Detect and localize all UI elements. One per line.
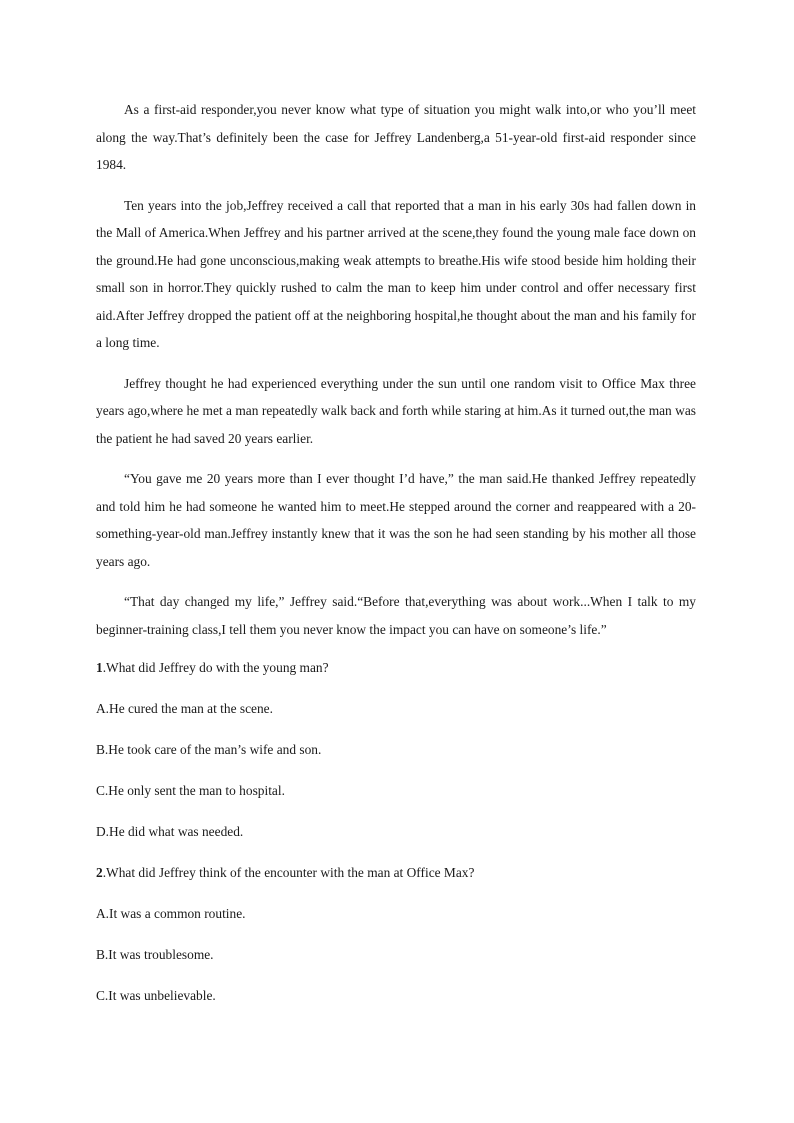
question-text: .What did Jeffrey think of the encounter with the man at Office Max? xyxy=(102,865,475,880)
question-number: 2 xyxy=(96,865,103,880)
answer-option-b: B.It was troublesome. xyxy=(96,947,214,962)
passage-paragraph-2: Ten years into the job,Jeffrey received a call that reported that a man in his early 30s had fallen down in the Mall of America.When Jeffrey and his partner arrived at the scene,they found the young male face down on the ground.He had gone unconscious,making weak attempts to breathe.His wife stood beside him holding their small son in horror.They quickly rushed to calm the man to keep him under control and offer necessary first aid.After Jeffrey dropped the patient off at the neighboring hospital,he thought about the man and his family for a long time. xyxy=(96,197,696,350)
passage-paragraph-1: As a first-aid responder,you never know what type of situation you might walk into,or who you’ll meet along the way.That’s definitely been the case for Jeffrey Landenberg,a 51-year-old first-aid responder since 1984. xyxy=(96,102,696,172)
answer-option-a: A.It was a common routine. xyxy=(96,906,246,921)
answer-option-c: C.It was unbelievable. xyxy=(96,988,216,1003)
passage-paragraph-4: “You gave me 20 years more than I ever thought I’d have,” the man said.He thanked Jeffrey repeatedly and told him he had someone he wanted him to meet.He stepped around the corner and reappeared with a 20-something-year-old man.Jeffrey instantly knew that it was the son he had seen standing by his mother all those years ago. xyxy=(96,471,696,569)
question-block-1 xyxy=(96,656,696,844)
question-block-2 xyxy=(96,861,696,1008)
question-stem xyxy=(96,861,696,885)
answer-option-a: A.He cured the man at the scene. xyxy=(96,701,273,716)
answer-option-c: C.He only sent the man to hospital. xyxy=(96,783,285,798)
passage-paragraph-5: “That day changed my life,” Jeffrey said.“Before that,everything was about work...When I talk to my beginner-training class,I tell them you never know the impact you can have on someone’s life.” xyxy=(96,594,696,637)
question-stem xyxy=(96,656,696,680)
question-text: .What did Jeffrey do with the young man? xyxy=(102,660,329,675)
document-page xyxy=(96,96,696,1025)
answer-option-b: B.He took care of the man’s wife and son. xyxy=(96,742,322,757)
question-number: 1 xyxy=(96,660,103,675)
reading-passage xyxy=(96,96,696,643)
answer-option-d: D.He did what was needed. xyxy=(96,824,244,839)
passage-paragraph-3: Jeffrey thought he had experienced everything under the sun until one random visit to Office Max three years ago,where he met a man repeatedly walk back and forth while staring at him.As it turned out,the man was the patient he had saved 20 years earlier. xyxy=(96,375,696,446)
